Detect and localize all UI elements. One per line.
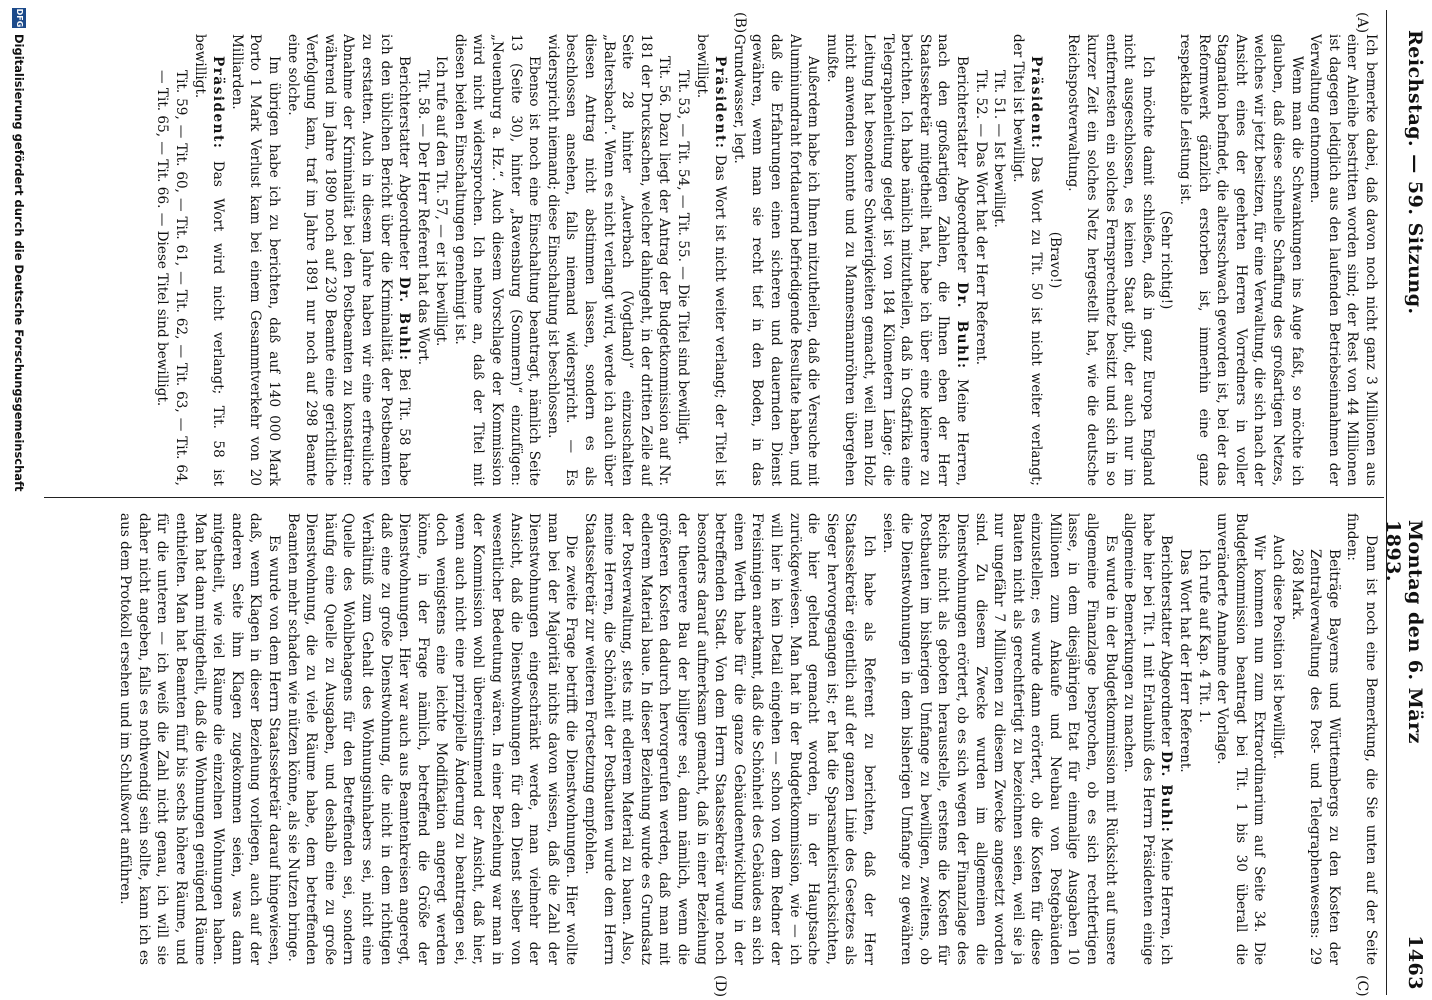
paragraph: Beiträge Bayerns und Württembergs zu den Kosten der Zentralverwaltung des Post- und Telegraphenwesens: 29 268 Mark.	[1288, 549, 1342, 965]
margin-marker-d: (D)	[712, 975, 728, 998]
paragraph: Wenn man die Schwankungen ins Auge faßt, so möchte ich glauben, daß diese schnelle Schaffung des großartigen Netzes, welches wir jetzt besitzen, für eine Verwaltung, die sich nach der Ansicht eines der geehrten Herren Vorredners in voller Stagnation befindet, die altersschwach geworden ist, bei der das Reformwerk gänzlich erstorben ist, immerhin eine ganz respektable Leistung ist.	[1177, 34, 1305, 486]
paragraph: Tit. 56. Dazu liegt der Antrag der Budgetkommission auf Nr. 181 der Drucksachen, welcher dahingeht, in der dritten Zeile auf Seite 28 hinter „Auerbach (Vogtland)“ einzuschalten „Baltersbach“. Wenn es nicht verlangt wird, werde ich auch über diesen Antrag nicht abstimmen lassen, sondern es als beschlossen ansehen, falls niemand widerspricht. — Es widerspricht niemand; diese Einschaltung ist beschlossen.	[544, 34, 673, 486]
page-number: 1463	[1404, 935, 1426, 990]
speaker-name: Präsident:	[712, 56, 729, 150]
speech-text: Das Wort ist nicht weiter verlangt; der Titel ist bewilligt.	[693, 34, 729, 486]
credit-text: Digitalisierung gefördert durch die Deutsche Forschungsgemeinschaft	[12, 34, 26, 492]
paragraph: Tit. 59, — Tit. 60, — Tit. 61, — Tit. 62, — Tit. 63, — Tit. 64, — Tit. 65, — Tit. 66. — Diese Titel sind bewilligt.	[154, 70, 189, 486]
right-column	[50, 513, 1380, 965]
left-column	[50, 34, 1380, 486]
header-rule	[1386, 10, 1387, 995]
speech-text: Bei Tit. 58 habe ich den üblichen Bericht über die Kriminalität der Postbeamten zu erstatten. Auch in diesem Jahre haben wir eine erfreuliche Abnahme der Kriminalität bei den Postbeamten zu konstatiren: während im Jahre 1890 noch auf 230 Beamte eine gerichtliche Verfolgung kam, traf im Jahre 1891 nur noch auf 298 Beamte eine solche.	[284, 34, 413, 486]
speech-text: Meine Herren, nach den großartigen Zahlen, die Ihnen eben der Herr Staatssekretär mitgetheilt hat, habe ich über eine kleinere zu berichten. Ich habe nämlich mitzutheilen, daß in Ostafrika eine Telegraphenleitung gelegt ist von 184 Kilometern Länge; die Leitung hat besondere Schwierigkeiten gemacht, weil man Holz nicht anwenden konnte und zu Mannesmannröhren übergehen mußte.	[823, 34, 970, 486]
paragraph: Im übrigen habe ich zu berichten, daß auf 140 000 Mark Porto 1 Mark Verlust kam bei einem Gesammtverkehr von 20 Milliarden.	[228, 34, 282, 486]
speaker-name: Dr. Buhl:	[953, 282, 970, 370]
paragraph: Ich rufe auf Kap. 4 Tit. 1.	[1195, 549, 1212, 723]
digitization-credit	[8, 8, 30, 998]
interjection: (Sehr richtig!)	[1158, 210, 1175, 310]
paragraph: Tit. 51. — Ist bewilligt.	[991, 70, 1008, 228]
running-header-middle: Montag den 6. März 1893.	[1382, 520, 1426, 744]
paragraph: Es wurde von dem Herrn Staatssekretär darauf hingewiesen, daß, wenn Klagen in dieser Beziehung vorliegen, auch auf der anderen Seite ihm Klagen zugekommen seien, was dann mitgetheilt, wie viel Räume die einzelnen Wohnungen haben. Man hat dann mitgetheilt, daß die Wohnungen genügend Räume enthielten. Man hat Beamten fünf bis sechs höhere Räume, und für die unteren — ich weiß die Zahl nicht genau, ich will sie daher nicht angeben, falls es nothwendig sein sollte, kann ich es aus dem Protokoll ersehen und im Schlußwort anführen.	[117, 513, 282, 965]
paragraph: Das Wort hat der Herr Referent.	[1177, 549, 1194, 773]
paragraph: Es wurde in der Budgetkommission mit Rücksicht auf unsere allgemeine Finanzlage besprochen, ob es sich rechtfertigen lasse, in dem diesjährigen Etat für einmalige Ausgaben 10 Millionen zum Ankaufe und Neubau von Postgebäuden einzustellen; es wurde dann erörtert, ob die Kosten für diese Bauten nicht als gerechtfertigt zu bezeichnen seien, weil sie ja nur ungefähr 7 Millionen zu diesem Zwecke angesetzt worden sind. Zu diesem Zwecke wurden im allgemeinen die Dienstwohnungen erörtert, ob es sich wegen der Finanzlage des Reichs nicht als geboten herausstelle, erstens die Kosten für Postbauten im bisherigen Umfange zu bewilligen, zweitens, ob die Dienstwohnungen in dem bisherigen Umfange zu gewähren seien.	[879, 513, 1119, 965]
paragraph: Wir kommen nun zum Extraordinarium auf Seite 34. Die Budgetkommission beantragt bei Tit. 1 bis 30 überall die unveränderte Annahme der Vorlage.	[1214, 513, 1268, 965]
speaker-role: Berichterstatter Abgeordneter	[953, 56, 970, 283]
paragraph: Außerdem habe ich Ihnen mitzutheilen, daß die Versuche mit Aluminiumdraht fortdauernd befriedigende Resultate haben, und daß die Erfahrungen einen sicheren und dauernden Dienst gewähren, wenn man sie recht tief in den Boden, in das Grundwasser, legt.	[730, 34, 822, 486]
paragraph: Tit. 53, — Tit. 54, — Tit. 55. — Die Titel sind bewilligt.	[675, 70, 692, 445]
paragraph: Dann ist noch eine Bemerkung, die Sie unten auf der Seite finden:	[1344, 513, 1379, 965]
speaker-name: Präsident:	[1028, 56, 1045, 150]
paragraph: Ich möchte damit schließen, daß in ganz Europa England nicht ausgeschlossen, es keinen Staat gibt, der auch nur im entferntesten ein solches Fernsprechnetz besitzt und sich in so kurzer Zeit ein solches Netz hergestellt hat, wie die deutsche Reichspostverwaltung.	[1065, 34, 1156, 486]
paragraph: Ich rufe auf den Tit. 57, — er ist bewilligt.	[433, 56, 450, 347]
speaker-role: Berichterstatter Abgeordneter	[396, 56, 413, 277]
paragraph	[283, 34, 413, 486]
margin-marker-a: (A)	[1354, 12, 1370, 34]
paragraph: Ich bemerke dabei, daß davon noch nicht ganz 3 Millionen aus einer Anleihe bestritten worden sind; der Rest von 44 Millionen ist dagegen lediglich aus den laufenden Betriebseinnahmen der Verwaltung entnommen.	[1307, 34, 1379, 486]
margin-marker-b: (B)	[732, 12, 748, 34]
paragraph: Die zweite Frage betrifft die Dienstwohnungen. Hier wollte man bei der Majorität nichts davon wissen, daß die Zahl der Dienstwohnungen eingeschränkt werde, man vielmehr der Ansicht, daß die Dienstwohnungen für den Dienst selber von wesentlicher Bedeutung wären. In einer Beziehung war man in der Kommission wohl übereinstimmend der Ansicht, daß hier, wenn auch nicht eine prinzipielle Änderung zu beantragen sei, doch wenigstens eine leichte Modifikation angeregt werden könne, in der Frage nämlich, betreffend die Größe der Dienstwohnungen. Hier war auch aus Beamtenkreisen angeregt, daß eine zu große Dienstwohnung, die nicht in dem richtigen Verhältniß zum Gehalt des Wohnungsinhabers sei, nicht eine Quelle des Wohlbehagens für den Betreffenden sei, sondern häufig eine Quelle zu Ausgaben, und deshalb eine zu große Dienstwohnung, die zu viele Räume habe, dem betreffenden Beamten mehr schaden wie nützen könne, als sie Nutzen bringe.	[284, 513, 580, 965]
paragraph	[1120, 513, 1176, 965]
speaker-name: Präsident:	[210, 56, 227, 150]
speech-text: Das Wort zu Tit. 50 ist nicht weiter verlangt; der Titel ist bewilligt.	[1009, 34, 1045, 486]
speaker-role: Berichterstatter Abgeordneter	[1158, 535, 1175, 751]
paragraph	[190, 34, 227, 486]
speaker-name: Dr. Buhl:	[396, 276, 413, 362]
dfg-logo-icon: DFG	[12, 8, 26, 28]
speech-text: Das Wort wird nicht verlangt; Tit. 58 ist bewilligt.	[191, 34, 227, 486]
paragraph	[822, 34, 971, 486]
paragraph: Tit. 52. — Das Wort hat der Herr Referent.	[972, 70, 989, 366]
paragraph: Tit. 58. — Der Herr Referent hat das Wort.	[414, 70, 431, 366]
column-rule	[44, 497, 1384, 498]
running-header-left: Reichstag. — 59. Sitzung.	[1404, 30, 1426, 315]
speech-text: Meine Herren, ich habe hier bei Tit. 1 mit Erlaubniß des Herrn Präsidenten einige allgemeine Bemerkungen zu machen.	[1121, 513, 1175, 965]
paragraph: Auch diese Position ist bewilligt.	[1270, 535, 1287, 760]
paragraph: Ebenso ist noch eine Einschaltung beantragt, nämlich Seite 13 (Seite 30), hinter „Ravensburg (Sommern)“ einzufügen: „Neuenburg a. Hz.“. Auch diesem Vorschlage der Kommission wird nicht widersprochen. Ich nehme an, daß der Titel mit diesen beiden Einschaltungen genehmigt ist.	[451, 34, 543, 486]
paragraph: Ich habe als Referent zu berichten, daß der Herr Staatssekretär eigentlich auf der ganzen Linie des Gesetzes als Sieger hervorgegangen ist; er hat die Sparsamkeitsrücksichten, die hier geltend gemacht worden, in der Hauptsache zurückgewiesen. Man hat in der Budgetkommission, wie — ich will hier in kein Detail eingehen — schon von dem Redner der Freisinnigen anerkannt, daß die Schönheit des Gebäudes an sich einen Werth habe für die ganze Gebäudeentwicklung in der betreffenden Stadt. Von dem Herrn Staatssekretär wurde noch besonders darauf aufmerksam gemacht, daß in einer Beziehung der theuerere Bau der billigere sei, dann nämlich, wenn die größeren Kosten dadurch hervorgerufen werden, daß man mit edlerem Material baue. In dieser Beziehung wurde es Grundsatz der Postverwaltung, stets mit edlerem Material zu bauen. Also, meine Herren, die Schönheit der Postbauten wurde dem Herrn Staatssekretär zur weiteren Fortsetzung empfohlen.	[582, 513, 877, 965]
speaker-name: Dr. Buhl:	[1158, 750, 1175, 834]
interjection: (Bravo!)	[1046, 231, 1063, 289]
paragraph	[692, 34, 729, 486]
margin-marker-c: (C)	[1354, 975, 1370, 997]
paragraph	[1008, 34, 1045, 486]
